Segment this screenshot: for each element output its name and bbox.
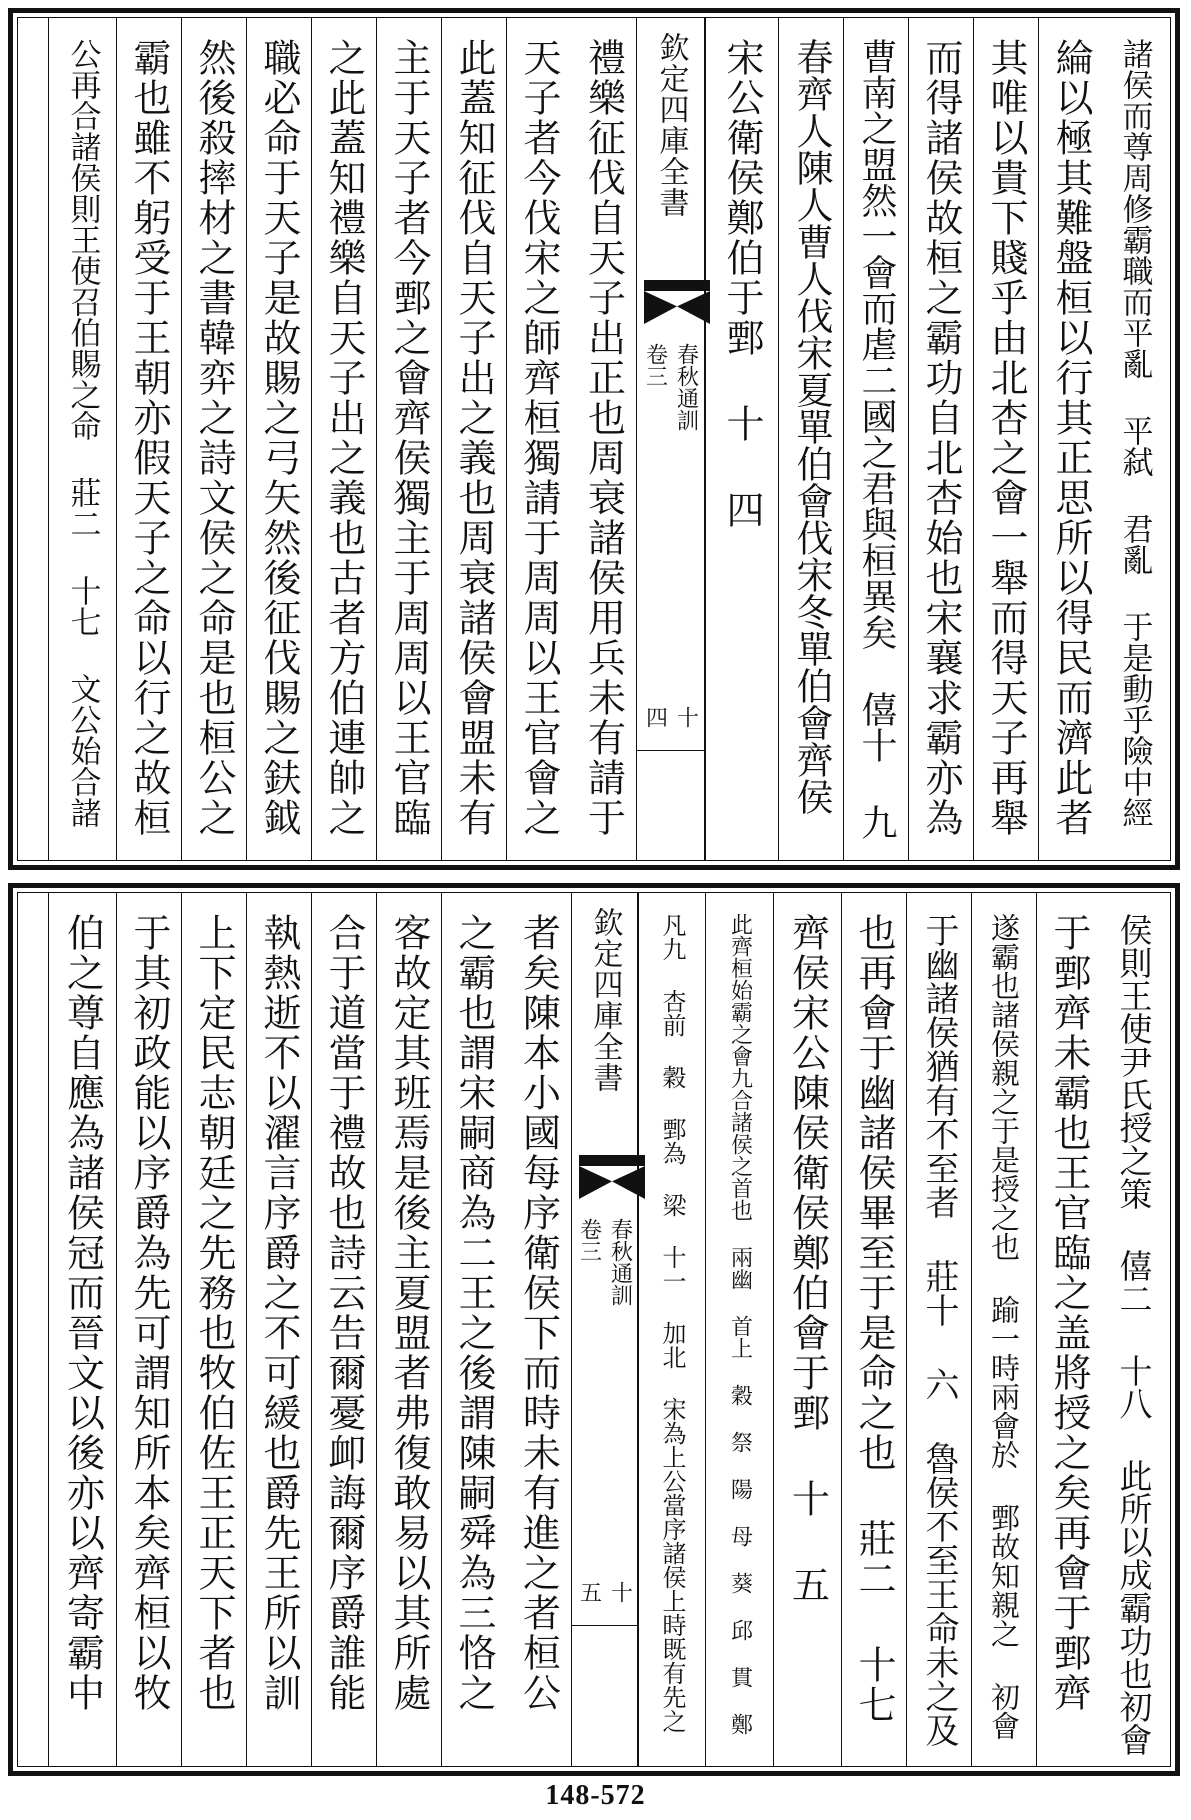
text-line: 公再合諸侯則王使召伯賜之命 莊二 十七 文公始合諸	[64, 38, 101, 828]
center-gutter	[636, 18, 705, 860]
text-column	[773, 893, 841, 1766]
text-column	[1036, 893, 1101, 1766]
text-line: 伯之尊自應為諸侯冠而晉文以後亦以齊寄霸中	[60, 913, 105, 1713]
fish-tail-mark-icon	[579, 1155, 645, 1199]
text-column	[705, 18, 778, 860]
text-column	[441, 893, 506, 1766]
text-line: 主于天子者今鄄之會齊侯獨主于周周以王官臨	[387, 38, 431, 838]
text-column	[246, 893, 311, 1766]
text-column	[441, 18, 506, 860]
text-column	[48, 18, 116, 860]
text-column	[376, 893, 441, 1766]
gutter-rule	[572, 1625, 637, 1626]
text-column	[311, 893, 376, 1766]
bottom-page-frame	[17, 892, 1171, 1767]
book-title: 欽定四庫全書	[587, 907, 623, 1093]
text-line: 于幽諸侯猶有不至者 莊十 六 魯侯不至王命未之及	[919, 913, 959, 1747]
text-line: 綸以極其難盤桓以行其正思所以得民而濟此者	[1049, 38, 1093, 838]
text-line: 遂霸也諸侯親之于是授之也 踰一時兩會於 鄄故知親之 初會	[987, 913, 1021, 1740]
book-title: 欽定四庫全書	[653, 32, 689, 218]
text-column	[908, 18, 973, 860]
text-column	[116, 18, 181, 860]
fish-tail-mark-icon	[644, 280, 710, 324]
text-column	[906, 893, 971, 1766]
text-line: 合于道當于禮故也詩云告爾憂卹誨爾序爵誰能	[322, 913, 366, 1713]
text-column	[181, 893, 246, 1766]
text-column	[971, 893, 1036, 1766]
volume-label: 春秋通訓 卷三	[642, 343, 699, 431]
text-line: 上下定民志朝廷之先務也牧伯佐王正天下者也	[192, 913, 236, 1713]
text-line: 禮樂征伐自天子出正也周衰諸侯用兵未有請于	[581, 38, 626, 838]
text-line: 霸也雖不躬受于王朝亦假天子之命以行之故桓	[127, 38, 171, 838]
volume-label: 春秋通訓 卷三	[576, 1218, 633, 1306]
text-line: 然後殺摔材之書韓弈之詩文侯之命是也桓公之	[192, 38, 236, 838]
text-column	[506, 18, 571, 860]
text-column	[181, 18, 246, 860]
text-line: 也再會于幽諸侯畢至于是命之也 莊二 十七	[852, 913, 896, 1725]
text-line: 其唯以貴下賤乎由北杏之會一舉而得天子再舉	[984, 38, 1028, 838]
text-line: 而得諸侯故桓之霸功自北杏始也宋襄求霸亦為	[919, 38, 963, 838]
text-column	[1103, 18, 1166, 860]
text-line: 客故定其班焉是後主夏盟者弗復敢易以其所處	[387, 913, 431, 1713]
text-line: 此齊桓始霸之會九合諸侯之首也 兩幽 首上 穀 祭 陽 母 葵 邱 貫 鄭	[727, 913, 753, 1735]
text-line: 執熱逝不以濯言序爵之不可緩也爵先王所以訓	[257, 913, 301, 1713]
text-line: 天子者今伐宋之師齊桓獨請于周周以王官會之	[517, 38, 561, 838]
text-column	[116, 893, 181, 1766]
top-page-panel	[8, 8, 1180, 870]
text-column	[48, 893, 116, 1766]
text-column	[1038, 18, 1103, 860]
leaf-number: 十五	[576, 1581, 633, 1603]
text-column	[376, 18, 441, 860]
text-line: 于鄄齊未霸也王官臨之盖將授之矣再會于鄄齊	[1047, 913, 1091, 1713]
text-line: 之此蓋知禮樂自天子出之義也古者方伯連帥之	[322, 38, 366, 838]
text-column	[506, 893, 571, 1766]
text-column	[841, 893, 906, 1766]
page-code: 148-572	[545, 1780, 646, 1811]
text-column	[778, 18, 843, 860]
text-column	[571, 18, 636, 860]
text-column	[705, 893, 773, 1766]
text-line: 諸侯而尊周修霸職而平亂 平弑 君亂 于是動乎險中經	[1116, 38, 1153, 828]
text-line: 春齊人陳人曹人伐宋夏單伯會伐宋冬單伯會齊侯	[790, 38, 833, 815]
text-line: 侯則王使尹氏授之策 僖二 十八 此所以成霸功也初會	[1114, 913, 1154, 1756]
center-gutter	[571, 893, 638, 1766]
text-line: 凡九 杏前 穀 鄄為 梁 十一 加北 宋為上公當序諸侯上時既有先之	[658, 913, 686, 1733]
text-line: 此蓋知征伐自天子出之義也周衰諸侯會盟未有	[452, 38, 496, 838]
top-page-frame	[17, 17, 1171, 861]
text-line: 曹南之盟然一會而虐二國之君與桓異矣 僖十 九	[856, 38, 897, 840]
text-line: 齊侯宋公陳侯衛侯鄭伯會于鄄 十 五	[785, 913, 830, 1605]
text-line: 宋公衛侯鄭伯于鄄 十 四	[720, 38, 764, 530]
text-column	[246, 18, 311, 860]
text-line: 職必命于天子是故賜之弓矢然後征伐賜之鈇鉞	[257, 38, 301, 838]
text-column	[1101, 893, 1166, 1766]
text-line: 者矣陳本小國每序衛侯下而時未有進之者桓公	[516, 913, 561, 1713]
text-column	[843, 18, 908, 860]
bottom-page-panel	[8, 883, 1180, 1776]
text-line: 之霸也謂宋嗣商為二王之後謂陳嗣舜為三恪之	[452, 913, 496, 1713]
text-column	[638, 893, 705, 1766]
leaf-number: 十四	[642, 706, 699, 728]
gutter-rule	[637, 750, 704, 751]
text-column	[311, 18, 376, 860]
text-line: 于其初政能以序爵為先可謂知所本矣齊桓以牧	[127, 913, 171, 1713]
text-column	[973, 18, 1038, 860]
